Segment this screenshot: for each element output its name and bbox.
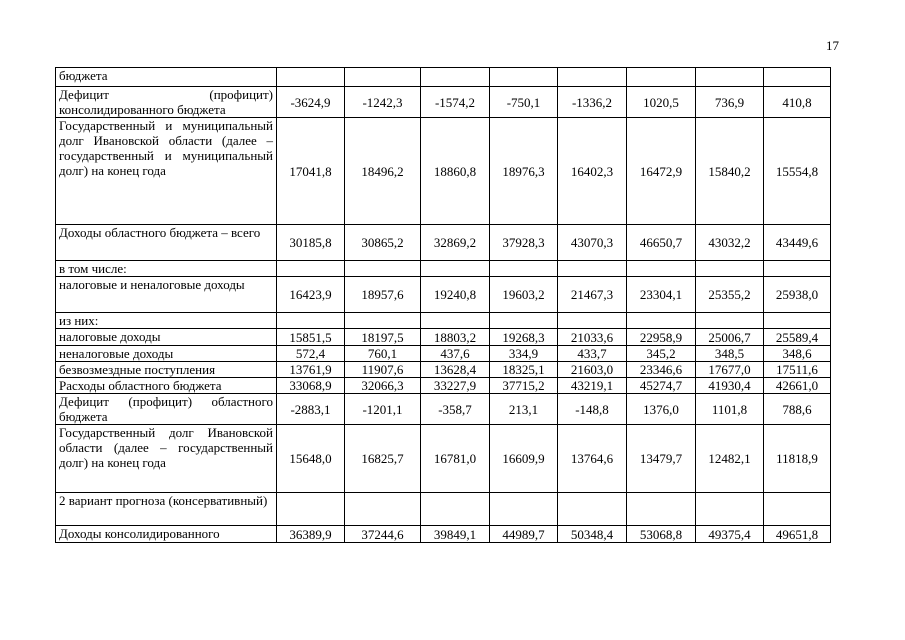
row-value: 18976,3 bbox=[490, 118, 558, 225]
row-value: 17677,0 bbox=[696, 362, 764, 378]
row-value: 1020,5 bbox=[627, 87, 696, 118]
row-value: 25938,0 bbox=[764, 277, 831, 313]
row-value: -750,1 bbox=[490, 87, 558, 118]
row-value: 16472,9 bbox=[627, 118, 696, 225]
row-value: -2883,1 bbox=[277, 394, 345, 425]
row-value: 433,7 bbox=[558, 346, 627, 362]
table-row bbox=[56, 346, 831, 362]
row-value: 33068,9 bbox=[277, 378, 345, 394]
row-value: 33227,9 bbox=[421, 378, 490, 394]
row-value: 21603,0 bbox=[558, 362, 627, 378]
row-value: 23304,1 bbox=[627, 277, 696, 313]
row-label: Доходы областного бюджета – всего bbox=[56, 225, 277, 261]
table-row bbox=[56, 493, 831, 526]
row-value bbox=[421, 493, 490, 526]
row-value: 13761,9 bbox=[277, 362, 345, 378]
row-value: 50348,4 bbox=[558, 526, 627, 543]
row-value: -3624,9 bbox=[277, 87, 345, 118]
row-value: 16423,9 bbox=[277, 277, 345, 313]
row-value: 437,6 bbox=[421, 346, 490, 362]
row-value: 348,5 bbox=[696, 346, 764, 362]
row-value: 37244,6 bbox=[345, 526, 421, 543]
page-number: 17 bbox=[826, 38, 839, 53]
row-value bbox=[345, 261, 421, 277]
row-label: из них: bbox=[56, 313, 277, 329]
row-value: 18803,2 bbox=[421, 329, 490, 346]
row-value bbox=[696, 493, 764, 526]
row-value: 49375,4 bbox=[696, 526, 764, 543]
row-value bbox=[490, 68, 558, 87]
row-value: 18957,6 bbox=[345, 277, 421, 313]
row-value: 13628,4 bbox=[421, 362, 490, 378]
table-row bbox=[56, 425, 831, 493]
row-value: -1242,3 bbox=[345, 87, 421, 118]
row-value: 11907,6 bbox=[345, 362, 421, 378]
row-value: 42661,0 bbox=[764, 378, 831, 394]
row-value: 41930,4 bbox=[696, 378, 764, 394]
row-label: Доходы консолидированного bbox=[56, 526, 277, 543]
row-value: 788,6 bbox=[764, 394, 831, 425]
row-value bbox=[696, 261, 764, 277]
row-value bbox=[277, 313, 345, 329]
row-label: 2 вариант прогноза (консервативный) bbox=[56, 493, 277, 526]
row-value: 572,4 bbox=[277, 346, 345, 362]
row-value: 43070,3 bbox=[558, 225, 627, 261]
table-row bbox=[56, 118, 831, 225]
row-value: 736,9 bbox=[696, 87, 764, 118]
row-value: 49651,8 bbox=[764, 526, 831, 543]
row-value bbox=[558, 68, 627, 87]
row-value bbox=[558, 493, 627, 526]
row-value: 1101,8 bbox=[696, 394, 764, 425]
row-value bbox=[696, 313, 764, 329]
row-value: 410,8 bbox=[764, 87, 831, 118]
row-value: -1574,2 bbox=[421, 87, 490, 118]
row-label: Дефицит (профицит) консолидированного бюджета bbox=[56, 87, 277, 118]
row-value: 32066,3 bbox=[345, 378, 421, 394]
row-value bbox=[558, 261, 627, 277]
row-value: 17511,6 bbox=[764, 362, 831, 378]
row-value: 18325,1 bbox=[490, 362, 558, 378]
row-label: Расходы областного бюджета bbox=[56, 378, 277, 394]
budget-table bbox=[55, 67, 831, 543]
row-value: 15840,2 bbox=[696, 118, 764, 225]
row-value bbox=[764, 493, 831, 526]
row-value: 11818,9 bbox=[764, 425, 831, 493]
row-value: 13479,7 bbox=[627, 425, 696, 493]
row-value: 23346,6 bbox=[627, 362, 696, 378]
row-value: 334,9 bbox=[490, 346, 558, 362]
row-value bbox=[345, 313, 421, 329]
row-value bbox=[627, 261, 696, 277]
row-value: 36389,9 bbox=[277, 526, 345, 543]
row-value: 345,2 bbox=[627, 346, 696, 362]
row-value: 19603,2 bbox=[490, 277, 558, 313]
row-value: 43449,6 bbox=[764, 225, 831, 261]
row-value: 21033,6 bbox=[558, 329, 627, 346]
row-value: -1336,2 bbox=[558, 87, 627, 118]
row-value: 13764,6 bbox=[558, 425, 627, 493]
row-value: 25006,7 bbox=[696, 329, 764, 346]
table-row bbox=[56, 87, 831, 118]
row-value: 39849,1 bbox=[421, 526, 490, 543]
table-row bbox=[56, 68, 831, 87]
table-row bbox=[56, 362, 831, 378]
row-value: 16402,3 bbox=[558, 118, 627, 225]
row-value: 25589,4 bbox=[764, 329, 831, 346]
row-label: Дефицит (профицит) областного бюджета bbox=[56, 394, 277, 425]
row-label: Государственный долг Ивановской области (далее – государственный долг) на конец года bbox=[56, 425, 277, 493]
row-value: 43032,2 bbox=[696, 225, 764, 261]
row-value: 18860,8 bbox=[421, 118, 490, 225]
row-value: 32869,2 bbox=[421, 225, 490, 261]
row-value: 17041,8 bbox=[277, 118, 345, 225]
row-value bbox=[696, 68, 764, 87]
row-value bbox=[345, 68, 421, 87]
row-value bbox=[490, 493, 558, 526]
row-label: налоговые и неналоговые доходы bbox=[56, 277, 277, 313]
table-row bbox=[56, 394, 831, 425]
row-value bbox=[764, 313, 831, 329]
table-row bbox=[56, 225, 831, 261]
row-value: 16781,0 bbox=[421, 425, 490, 493]
row-value: 16609,9 bbox=[490, 425, 558, 493]
row-label: в том числе: bbox=[56, 261, 277, 277]
row-value bbox=[421, 68, 490, 87]
table-row bbox=[56, 378, 831, 394]
row-value: 46650,7 bbox=[627, 225, 696, 261]
row-value bbox=[277, 261, 345, 277]
row-value: 30865,2 bbox=[345, 225, 421, 261]
row-value: 213,1 bbox=[490, 394, 558, 425]
row-label: налоговые доходы bbox=[56, 329, 277, 346]
row-value: 53068,8 bbox=[627, 526, 696, 543]
row-value bbox=[277, 68, 345, 87]
row-value bbox=[490, 261, 558, 277]
row-value: -358,7 bbox=[421, 394, 490, 425]
row-value: 19240,8 bbox=[421, 277, 490, 313]
row-value bbox=[558, 313, 627, 329]
row-value bbox=[764, 261, 831, 277]
table-row bbox=[56, 329, 831, 346]
row-value bbox=[627, 68, 696, 87]
row-value: 15554,8 bbox=[764, 118, 831, 225]
row-value: 22958,9 bbox=[627, 329, 696, 346]
row-value: 1376,0 bbox=[627, 394, 696, 425]
row-value bbox=[421, 313, 490, 329]
row-value bbox=[764, 68, 831, 87]
row-label: неналоговые доходы bbox=[56, 346, 277, 362]
row-value bbox=[627, 313, 696, 329]
row-value: 21467,3 bbox=[558, 277, 627, 313]
row-value: 18496,2 bbox=[345, 118, 421, 225]
row-value: 30185,8 bbox=[277, 225, 345, 261]
row-value: 44989,7 bbox=[490, 526, 558, 543]
row-value: 18197,5 bbox=[345, 329, 421, 346]
row-value bbox=[345, 493, 421, 526]
row-label: Государственный и муниципальный долг Ивановской области (далее – государственный и муниципальный долг) на конец года bbox=[56, 118, 277, 225]
table-row bbox=[56, 261, 831, 277]
row-value: 12482,1 bbox=[696, 425, 764, 493]
row-value: 760,1 bbox=[345, 346, 421, 362]
row-value bbox=[490, 313, 558, 329]
row-value: -148,8 bbox=[558, 394, 627, 425]
row-value: -1201,1 bbox=[345, 394, 421, 425]
table-row bbox=[56, 526, 831, 543]
table-row bbox=[56, 313, 831, 329]
row-value: 37715,2 bbox=[490, 378, 558, 394]
row-value: 15851,5 bbox=[277, 329, 345, 346]
table-row bbox=[56, 277, 831, 313]
row-label: бюджета bbox=[56, 68, 277, 87]
row-value: 15648,0 bbox=[277, 425, 345, 493]
row-value: 37928,3 bbox=[490, 225, 558, 261]
row-value bbox=[421, 261, 490, 277]
row-value bbox=[627, 493, 696, 526]
row-value bbox=[277, 493, 345, 526]
row-value: 348,6 bbox=[764, 346, 831, 362]
row-value: 45274,7 bbox=[627, 378, 696, 394]
row-value: 16825,7 bbox=[345, 425, 421, 493]
row-value: 25355,2 bbox=[696, 277, 764, 313]
row-value: 43219,1 bbox=[558, 378, 627, 394]
row-label: безвозмездные поступления bbox=[56, 362, 277, 378]
row-value: 19268,3 bbox=[490, 329, 558, 346]
